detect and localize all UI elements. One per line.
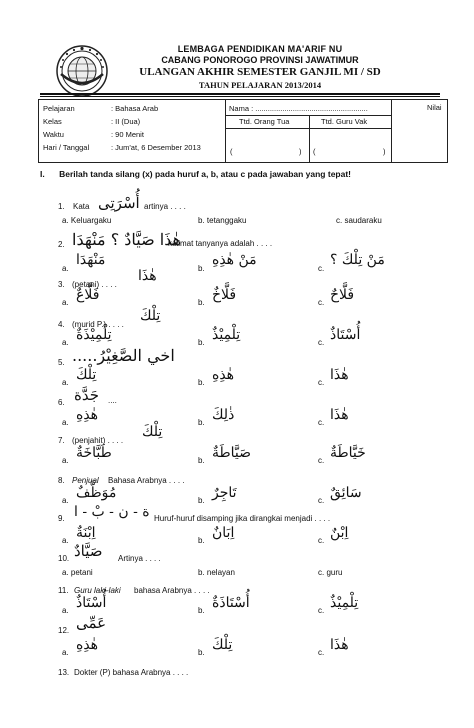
waktu-value: : 90 Menit	[111, 130, 144, 139]
q8-number: 8.	[58, 476, 65, 485]
paren-close-2: )	[383, 147, 386, 156]
q5-number: 5.	[58, 358, 65, 367]
q9-number: 9.	[58, 514, 65, 523]
header-line-2: CABANG PONOROGO PROVINSI JAWATIMUR	[161, 55, 359, 65]
q11-option-b[interactable]: أُسْتَاذَةٌ	[212, 595, 250, 611]
q12-number: 12.	[58, 626, 70, 635]
q2-option-b[interactable]: مَنْ هٰذِهِ	[212, 252, 257, 268]
q3-arabic: هٰذَا	[138, 268, 157, 284]
ttd-orang-tua-label: Ttd. Orang Tua	[239, 117, 290, 126]
q9-arabic: ة - ن - بْ - ا	[74, 504, 150, 520]
q2-option-c[interactable]: مَنْ تِلْكَ ؟	[330, 252, 385, 268]
q8-option-b[interactable]: تَاجِرٌ	[212, 485, 237, 501]
q9-post: Huruf-huruf disamping jika dirangkai menjadi . . . .	[154, 514, 331, 523]
q12-option-b-label[interactable]: b.	[198, 648, 205, 657]
q7-option-a-label[interactable]: a.	[62, 456, 69, 465]
q4-option-a-label[interactable]: a.	[62, 338, 69, 347]
q7-number: 7.	[58, 436, 65, 445]
q4-option-c[interactable]: أُسْتَاذٌ	[330, 327, 361, 343]
q5-option-c-label[interactable]: c.	[318, 378, 325, 387]
q11-option-c-label[interactable]: c.	[318, 606, 325, 615]
q2-arabic: هٰذَا صَيَّادٌ ؟ مَنْهَدَا	[72, 230, 182, 249]
instruction-text: Berilah tanda silang (x) pada huruf a, b, atau c pada jawaban yang tepat!	[59, 169, 352, 179]
q11-pre: Guru laki-laki	[74, 586, 121, 595]
q2-option-a-label[interactable]: a.	[62, 264, 69, 273]
q9-option-b-label[interactable]: b.	[198, 536, 205, 545]
q3-option-b[interactable]: فَلَّاخٌ	[212, 287, 237, 303]
q10-post: Artinya . . . .	[118, 554, 161, 563]
header-line-1: LEMBAGA PENDIDIKAN MA'ARIF NU	[177, 44, 343, 54]
header-rule-thick	[40, 93, 440, 95]
q1-number: 1.	[58, 202, 65, 211]
q6-option-c-label[interactable]: c.	[318, 418, 325, 427]
q9-option-a[interactable]: اِبْنَةٌ	[76, 525, 96, 541]
q10-option-b[interactable]: b. nelayan	[198, 568, 235, 577]
q3-option-c-label[interactable]: c.	[318, 298, 325, 307]
q9-option-c[interactable]: اِبْنٌ	[330, 525, 349, 541]
nu-globe-logo-icon	[55, 44, 109, 98]
q1-arabic: أُسْرَتِى	[98, 194, 140, 212]
q3-option-a-label[interactable]: a.	[62, 298, 69, 307]
q1-option-b[interactable]: b. tetanggaku	[198, 216, 247, 225]
q3-option-c[interactable]: فَلَّاحٌ	[330, 287, 355, 303]
q4-option-b-label[interactable]: b.	[198, 338, 205, 347]
q6-option-b[interactable]: ذٰلِكَ	[212, 407, 235, 423]
q10-number: 10.	[58, 554, 70, 563]
q6-post: ....	[108, 396, 117, 405]
q2-option-c-label[interactable]: c.	[318, 264, 325, 273]
section-instruction	[40, 169, 351, 179]
q11-option-a-label[interactable]: a.	[62, 606, 69, 615]
q11-option-a[interactable]: أُسْتَاذٌ	[76, 595, 107, 611]
nama-field[interactable]: Nama : ......................................................	[229, 104, 368, 113]
q13-number: 13.	[58, 668, 70, 677]
q8-option-a-label[interactable]: a.	[62, 496, 69, 505]
q5-option-a-label[interactable]: a.	[62, 378, 69, 387]
q4-number: 4.	[58, 320, 65, 329]
q8-option-c[interactable]: سَائِقٌ	[330, 485, 362, 501]
paren-open-2: (	[313, 147, 316, 156]
q5-option-a[interactable]: تِلْكَ	[76, 367, 97, 383]
q7-pre: (penjahit) . . . .	[72, 436, 124, 445]
q4-pre: (murid P.) . . . .	[72, 320, 124, 329]
q6-number: 6.	[58, 398, 65, 407]
q2-number: 2.	[58, 240, 65, 249]
ttd-guru-label: Ttd. Guru Vak	[321, 117, 368, 126]
q10-option-a[interactable]: a. petani	[62, 568, 93, 577]
q11-option-c[interactable]: تِلْمِيْذٌ	[330, 595, 359, 611]
q12-option-c[interactable]: هٰذَا	[330, 637, 349, 653]
paren-close-1: )	[299, 147, 302, 156]
paren-open-1: (	[230, 147, 233, 156]
q2-post: kalimat tanyanya adalah . . . .	[168, 239, 273, 248]
q6-option-a-label[interactable]: a.	[62, 418, 69, 427]
q11-post: bahasa Arabnya . . . .	[134, 586, 210, 595]
q7-arabic: تِلْكَ	[142, 424, 163, 440]
q10-arabic: صَيَّادٌ	[74, 542, 103, 560]
q7-option-c[interactable]: خَيَّاطَةٌ	[330, 445, 366, 461]
header-rule-thin	[40, 96, 440, 97]
q4-arabic: تِلْكَ	[140, 308, 161, 324]
hari-value: : Jum'at, 6 Desember 2013	[111, 143, 201, 152]
student-info-box	[38, 99, 448, 163]
q12-option-c-label[interactable]: c.	[318, 648, 325, 657]
q8-option-b-label[interactable]: b.	[198, 496, 205, 505]
q8-option-c-label[interactable]: c.	[318, 496, 325, 505]
q11-option-b-label[interactable]: b.	[198, 606, 205, 615]
q11-number: 11.	[58, 586, 69, 595]
q4-option-a[interactable]: تِلْمِيْذَةٌ	[76, 327, 112, 343]
q3-option-a[interactable]: فَلَّاعٌ	[76, 287, 100, 303]
q8-post: Bahasa Arabnya . . . .	[108, 476, 185, 485]
q7-option-a[interactable]: طَبَّاخَةٌ	[76, 445, 112, 461]
q7-option-c-label[interactable]: c.	[318, 456, 325, 465]
waktu-label: Waktu	[43, 130, 64, 139]
pelajaran-value: : Bahasa Arab	[111, 104, 159, 113]
q5-option-b-label[interactable]: b.	[198, 378, 205, 387]
kelas-label: Kelas	[43, 117, 62, 126]
q12-arabic: عَمِّى	[76, 614, 107, 632]
kelas-value: : II (Dua)	[111, 117, 141, 126]
q8-pre: Penjual	[72, 476, 99, 485]
q6-option-a[interactable]: هٰذِهِ	[76, 407, 99, 423]
q1-option-a[interactable]: a. Keluargaku	[62, 216, 112, 225]
q1-option-c[interactable]: c. saudaraku	[336, 216, 382, 225]
q7-option-b[interactable]: صَيَّاطَةٌ	[212, 445, 252, 461]
q5-arabic: اخي الصَّغِيْرُ.....	[72, 346, 175, 365]
q7-option-b-label[interactable]: b.	[198, 456, 205, 465]
nilai-label: Nilai	[427, 103, 442, 112]
hari-label: Hari / Tanggal	[43, 143, 90, 152]
q13-pre: Dokter (P) bahasa Arabnya . . . .	[74, 668, 189, 677]
section-number: I.	[40, 169, 45, 179]
q3-option-b-label[interactable]: b.	[198, 298, 205, 307]
q3-number: 3.	[58, 280, 65, 289]
q1-pre: Kata	[73, 202, 90, 211]
q5-option-b[interactable]: هٰذِهِ	[212, 367, 235, 383]
q10-option-c[interactable]: c. guru	[318, 568, 343, 577]
q5-option-c[interactable]: هٰذَا	[330, 367, 349, 383]
q3-pre: (petani) . . . .	[72, 280, 117, 289]
q9-option-b[interactable]: اِبَانٌ	[212, 525, 235, 541]
q9-option-c-label[interactable]: c.	[318, 536, 325, 545]
header-year: TAHUN PELAJARAN 2013/2014	[198, 80, 322, 90]
pelajaran-label: Pelajaran	[43, 104, 75, 113]
q12-option-a[interactable]: هٰذِهِ	[76, 637, 99, 653]
header-title: ULANGAN AKHIR SEMESTER GANJIL MI / SD	[139, 66, 381, 78]
q2-option-b-label[interactable]: b.	[198, 264, 205, 273]
q2-option-a[interactable]: مَنْهَدَا	[76, 252, 106, 268]
q4-option-b[interactable]: تِلْمِيْذٌ	[212, 327, 241, 343]
q4-option-c-label[interactable]: c.	[318, 338, 325, 347]
q6-option-c[interactable]: هٰذَا	[330, 407, 349, 423]
q6-arabic: جَدَّة	[74, 386, 100, 404]
q12-option-b[interactable]: تِلْكَ	[212, 637, 233, 653]
q6-option-b-label[interactable]: b.	[198, 418, 205, 427]
q8-option-a[interactable]: مُوَظَّفٌ	[76, 485, 117, 501]
q9-option-a-label[interactable]: a.	[62, 536, 69, 545]
q12-option-a-label[interactable]: a.	[62, 648, 69, 657]
q1-post: artinya . . . .	[144, 202, 186, 211]
